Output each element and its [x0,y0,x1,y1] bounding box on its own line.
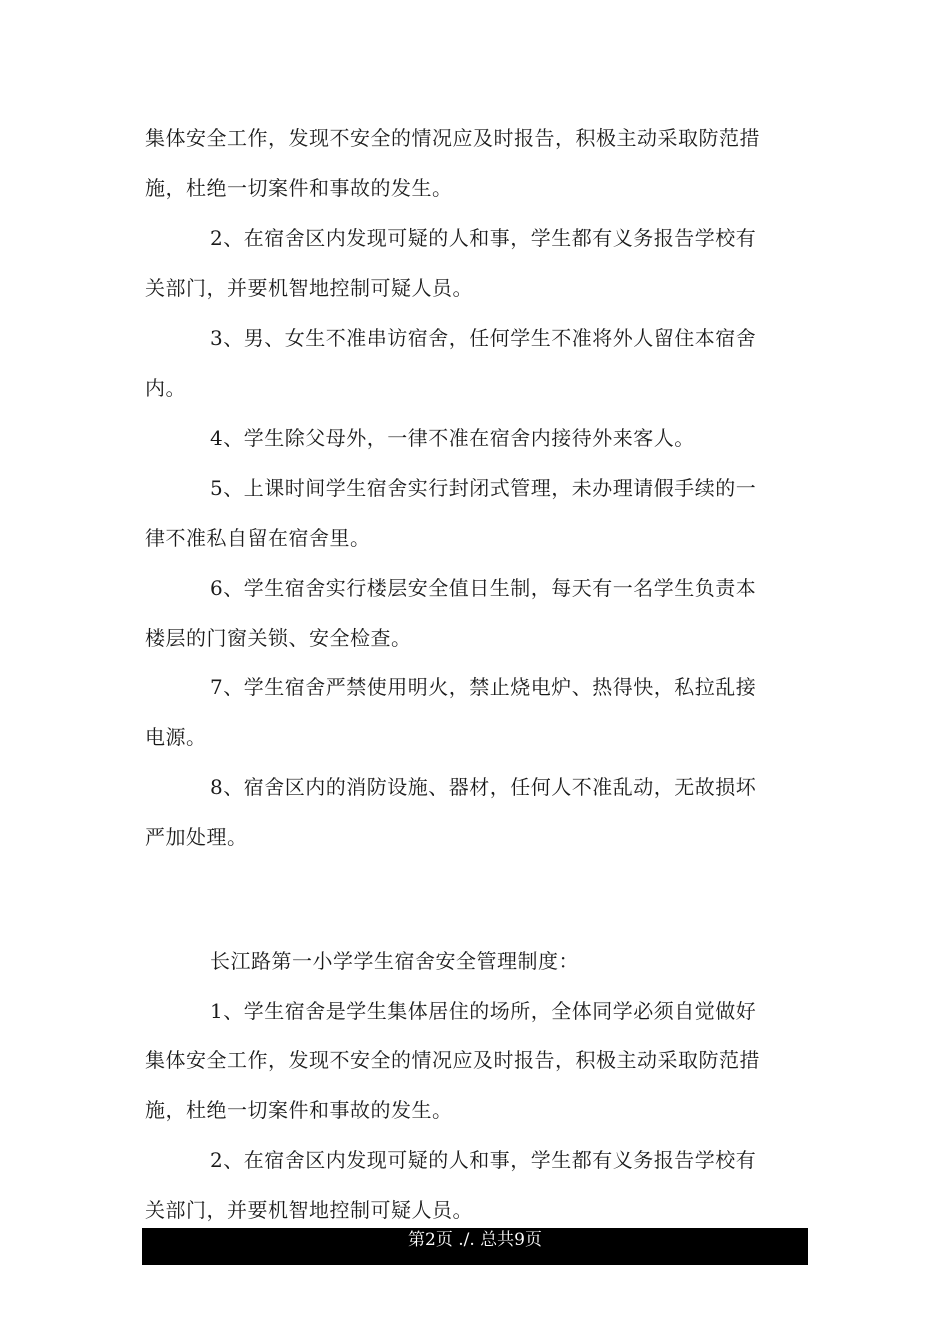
text-line: 5、上课时间学生宿舍实行封闭式管理，未办理请假手续的一 [210,476,757,500]
text-line: 6、学生宿舍实行楼层安全值日生制，每天有一名学生负责本 [210,576,757,600]
text-line: 7、学生宿舍严禁使用明火，禁止烧电炉、热得快，私拉乱接 [210,675,757,699]
text-line: 楼层的门窗关锁、安全检查。 [145,626,412,650]
text-line: 律不准私自留在宿舍里。 [145,526,371,550]
text-line: 集体安全工作，发现不安全的情况应及时报告，积极主动采取防范措 [145,126,760,150]
text-line: 8、宿舍区内的消防设施、器材，任何人不准乱动，无故损坏 [210,775,757,799]
text-line: 施，杜绝一切案件和事故的发生。 [145,176,453,200]
text-line: 施，杜绝一切案件和事故的发生。 [145,1098,453,1122]
text-line: 4、学生除父母外，一律不准在宿舍内接待外来客人。 [210,426,695,450]
text-line: 1、学生宿舍是学生集体居住的场所，全体同学必须自觉做好 [210,999,757,1023]
text-line: 2、在宿舍区内发现可疑的人和事，学生都有义务报告学校有 [210,226,757,250]
text-line: 内。 [145,376,186,400]
text-line: 2、在宿舍区内发现可疑的人和事，学生都有义务报告学校有 [210,1148,757,1172]
text-line: 关部门，并要机智地控制可疑人员。 [145,276,473,300]
text-line: 电源。 [145,725,207,749]
text-line: 集体安全工作，发现不安全的情况应及时报告，积极主动采取防范措 [145,1048,760,1072]
text-line: 关部门，并要机智地控制可疑人员。 [145,1198,473,1222]
section-heading: 长江路第一小学学生宿舍安全管理制度： [210,949,579,973]
text-line: 严加处理。 [145,825,248,849]
page-number-label: 第2页 ./. 总共9页 [408,1230,542,1250]
page-footer-bar [142,1228,808,1265]
text-line: 3、男、女生不准串访宿舍，任何学生不准将外人留住本宿舍 [210,326,757,350]
